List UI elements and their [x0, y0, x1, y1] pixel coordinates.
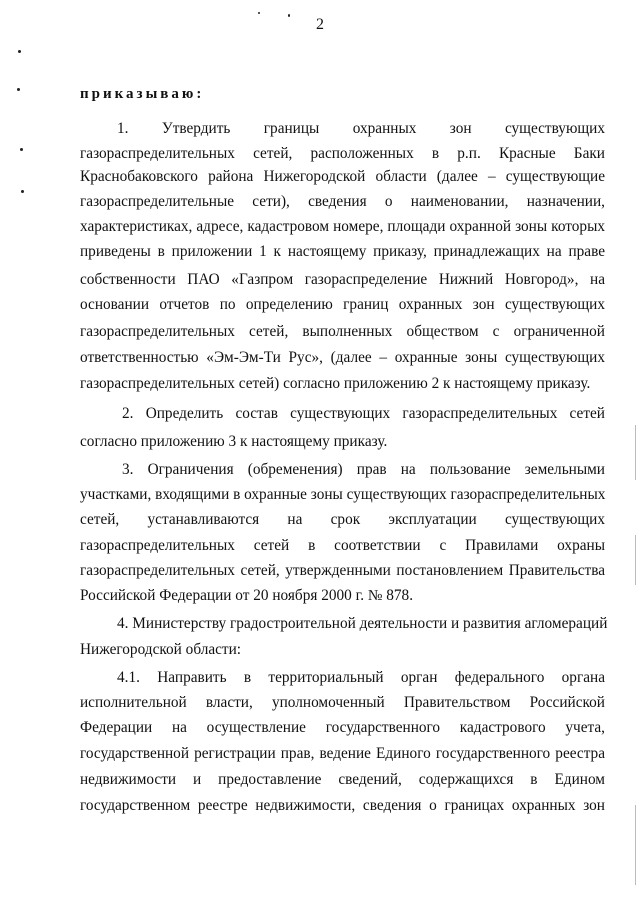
page-number: 2: [316, 16, 324, 33]
text-line: 4.1. Направить в территориальный орган федерального органа: [117, 669, 605, 686]
text-line: 2. Определить состав существующих газораспределительных сетей: [122, 405, 605, 422]
text-line: газораспределительных сетей, расположенных в р.п. Красные Баки: [80, 145, 605, 162]
scan-speck: [17, 88, 20, 91]
text-line: ответственностью «Эм-Эм-Ти Рус», (далее – охранные зоны существующих: [80, 349, 605, 366]
text-line: согласно приложению 3 к настоящему приказу.: [80, 433, 388, 450]
text-line: характеристиках, адресе, кадастровом номере, площади охранной зоны которых: [80, 218, 605, 235]
order-heading: приказываю:: [80, 86, 205, 102]
text-line: газораспределительных сетей) согласно приложению 2 к настоящему приказу.: [80, 375, 591, 392]
text-line: газораспределительные сети), сведения о наименовании, назначении,: [80, 193, 605, 210]
text-line: газораспределительных сетей, выполненных обществом с ограниченной: [80, 323, 605, 340]
scan-edge-line: [635, 535, 636, 585]
scan-speck: [20, 148, 23, 151]
text-line: основании отчетов по определению границ охранных зон существующих: [80, 296, 605, 313]
scan-edge-line: [635, 425, 636, 480]
text-line: Нижегородской области:: [80, 641, 242, 658]
scan-speck: [258, 12, 260, 14]
scan-edge-line: [635, 805, 636, 885]
text-line: 4. Министерству градостроительной деятельности и развития агломераций: [117, 615, 608, 632]
text-line: государственном реестре недвижимости, сведения о границах охранных зон: [80, 797, 605, 814]
text-line: 3. Ограничения (обременения) прав на пользование земельными: [122, 461, 605, 478]
text-line: собственности ПАО «Газпром газораспределение Нижний Новгород», на: [80, 271, 605, 288]
scan-speck: [21, 190, 24, 193]
text-line: недвижимости и предоставление сведений, содержащихся в Едином: [80, 771, 605, 788]
text-line: исполнительной власти, уполномоченный Правительством Российской: [80, 694, 605, 711]
text-line: 1. Утвердить границы охранных зон существующих: [117, 120, 605, 137]
text-line: участками, входящими в охранные зоны существующих газораспределительных: [80, 486, 606, 503]
text-line: газораспределительных сетей в соответствии с Правилами охраны: [80, 537, 605, 554]
text-line: Федерации на осуществление государственного кадастрового учета,: [80, 719, 605, 736]
scan-speck: [18, 50, 21, 53]
text-line: газораспределительных сетей, утвержденными постановлением Правительства: [80, 562, 605, 579]
text-line: приведены в приложении 1 к настоящему приказу, принадлежащих на праве: [80, 243, 605, 260]
text-line: государственной регистрации прав, ведение Единого государственного реестра: [80, 745, 605, 762]
text-line: Краснобаковского района Нижегородской области (далее – существующие: [80, 168, 605, 185]
text-line: сетей, устанавливаются на срок эксплуатации существующих: [80, 511, 605, 528]
text-line: Российской Федерации от 20 ноября 2000 г. № 878.: [80, 587, 414, 604]
scan-speck: [288, 14, 290, 17]
